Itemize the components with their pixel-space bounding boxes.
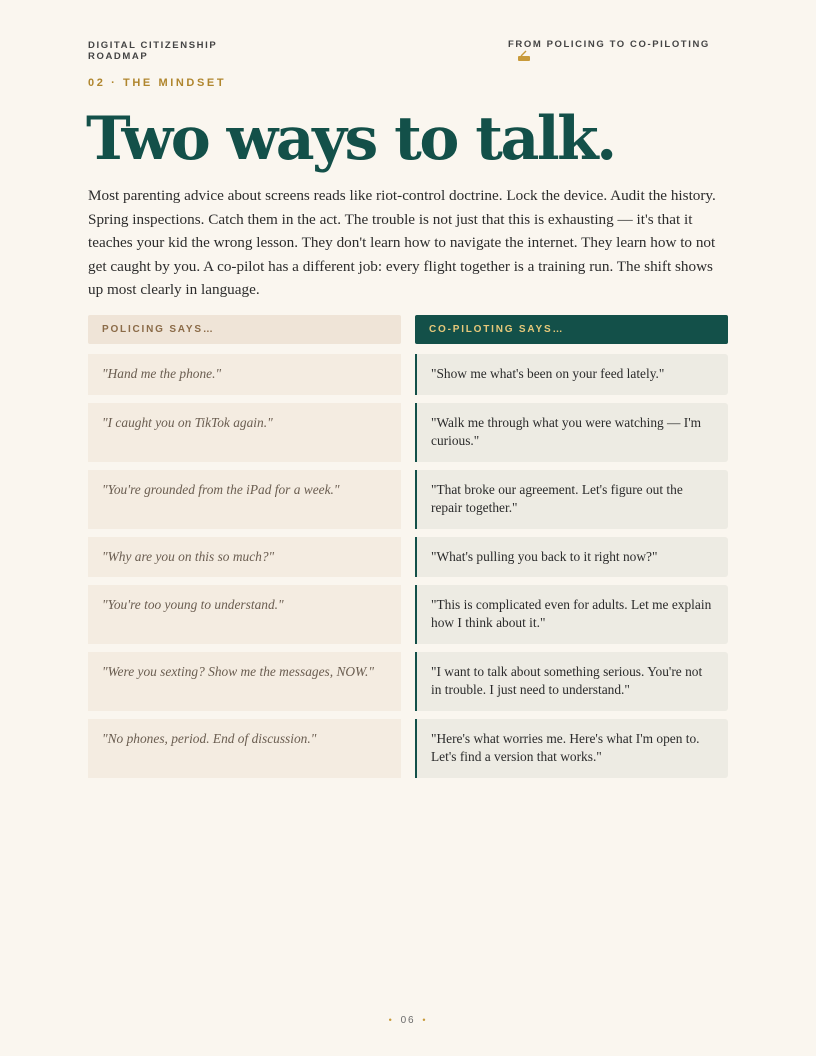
policing-phrase: "Were you sexting? Show me the messages, NOW." bbox=[88, 652, 401, 711]
policing-phrase: "You're grounded from the iPad for a week." bbox=[88, 470, 401, 529]
copiloting-column-header: CO-PILOTING SAYS… bbox=[415, 315, 728, 344]
policing-phrase: "I caught you on TikTok again." bbox=[88, 403, 401, 462]
bullet-icon: • bbox=[422, 1015, 428, 1025]
chapter-label: FROM POLICING TO CO-PILOTING bbox=[508, 39, 710, 50]
copiloting-phrase: "This is complicated even for adults. Let me explain how I think about it." bbox=[415, 585, 728, 644]
copiloting-phrase: "I want to talk about something serious. You're not in trouble. I just need to understand." bbox=[415, 652, 728, 711]
doc-series-label bbox=[88, 40, 217, 62]
policing-column-header: POLICING SAYS… bbox=[88, 315, 401, 344]
intro-paragraph: Most parenting advice about screens reads like riot-control doctrine. Lock the device. Audit the history. Spring inspections. Catch them in the act. The trouble is not just that this is exhausting — it's that it teaches your kid the wrong lesson. They don't learn how to navigate the internet. They learn how to not get caught by you. A co-pilot has a different job: every flight together is a training run. The shift shows up most clearly in language. bbox=[88, 187, 716, 298]
policing-phrase: "No phones, period. End of discussion." bbox=[88, 719, 401, 778]
policing-phrase: "You're too young to understand." bbox=[88, 585, 401, 644]
policing-phrase: "Why are you on this so much?" bbox=[88, 537, 401, 577]
section-eyebrow: 02 · THE MINDSET bbox=[88, 77, 227, 89]
doc-series-line-2: ROADMAP bbox=[88, 51, 149, 62]
copiloting-phrase: "Here's what worries me. Here's what I'm open to. Let's find a version that works." bbox=[415, 719, 728, 778]
page-number bbox=[0, 1015, 816, 1026]
doc-series-line-1: DIGITAL CITIZENSHIP bbox=[88, 40, 218, 51]
copiloting-phrase: "That broke our agreement. Let's figure out the repair together." bbox=[415, 470, 728, 529]
copiloting-phrase: "Show me what's been on your feed lately." bbox=[415, 354, 728, 395]
policing-phrase: "Hand me the phone." bbox=[88, 354, 401, 395]
copiloting-phrase: "Walk me through what you were watching — I'm curious." bbox=[415, 403, 728, 462]
page-number-value: 06 bbox=[400, 1015, 416, 1026]
copiloting-phrase: "What's pulling you back to it right now?" bbox=[415, 537, 728, 577]
page-title: Two ways to talk. bbox=[86, 104, 615, 174]
bullet-icon: • bbox=[388, 1015, 394, 1025]
pencil-pot-icon bbox=[517, 50, 531, 62]
